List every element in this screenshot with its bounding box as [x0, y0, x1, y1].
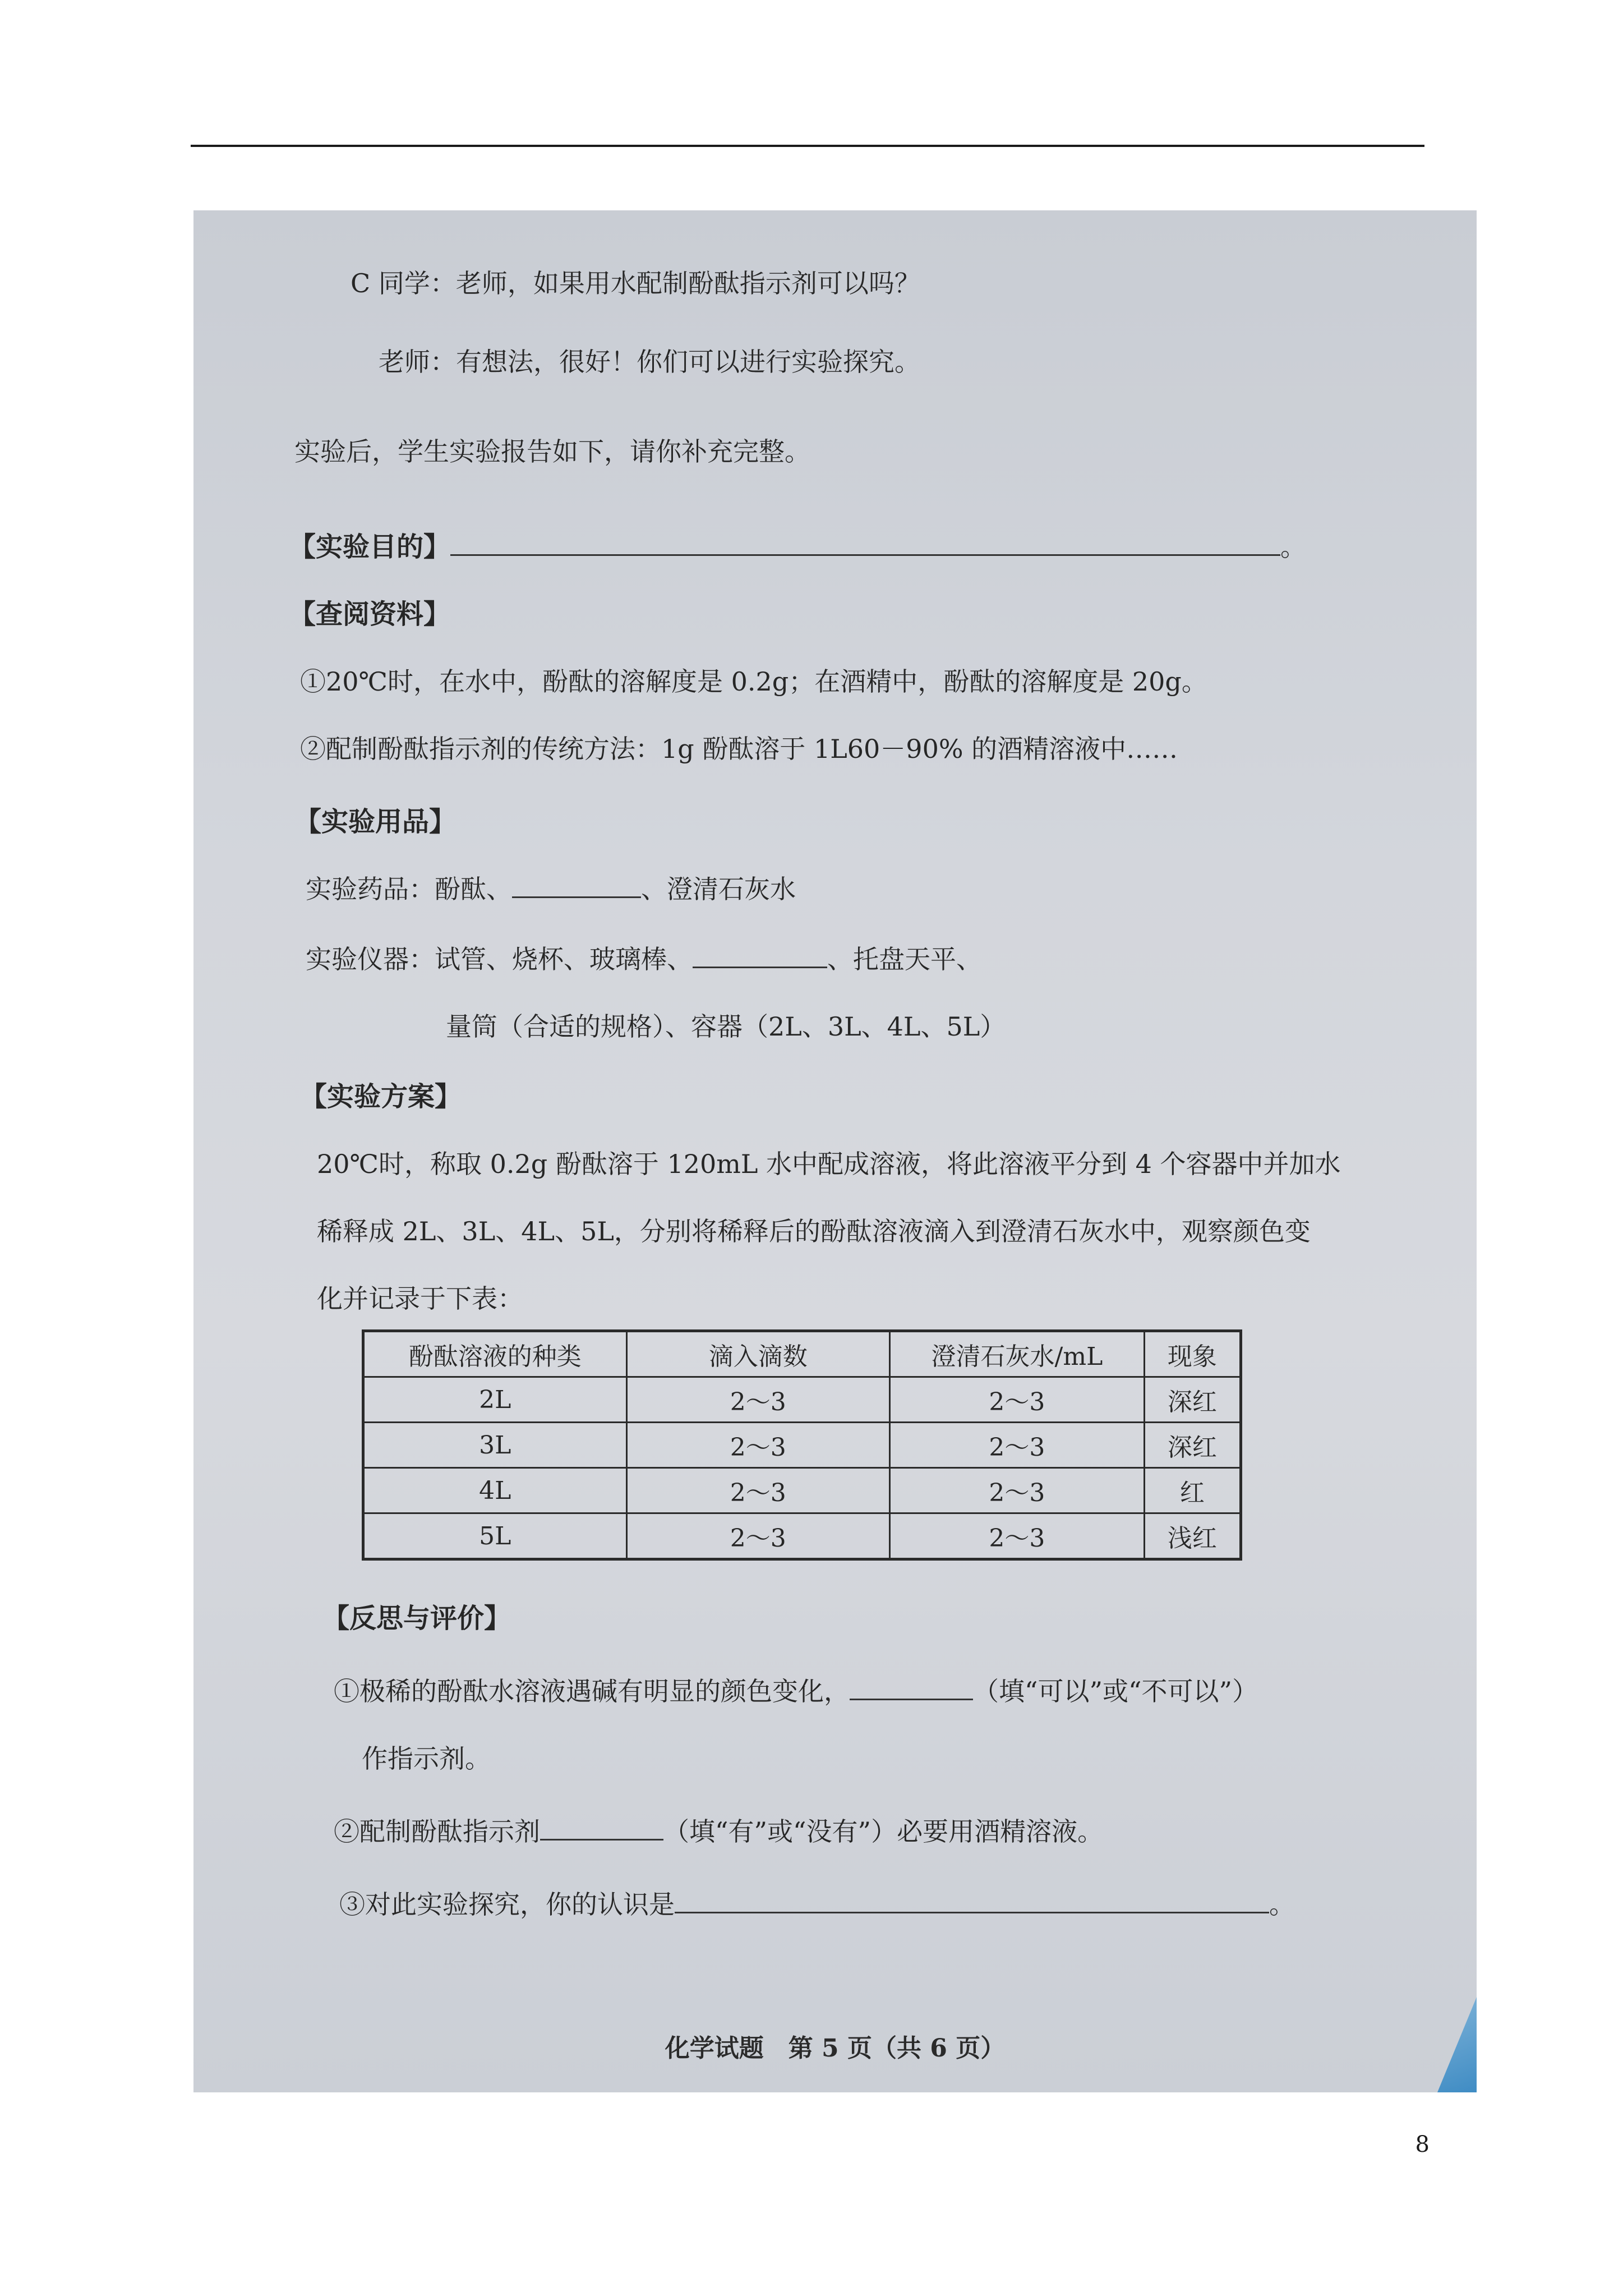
instruments-suffix: 、托盘天平、	[827, 944, 982, 974]
q1-blank[interactable]	[850, 1676, 973, 1700]
drugs-blank[interactable]	[512, 874, 641, 898]
table-row	[363, 1468, 1241, 1513]
table-row	[363, 1423, 1241, 1468]
exam-footer: 化学试题 第 5 页（共 6 页）	[665, 2034, 1006, 2063]
cell-drops: 2～3	[626, 1468, 890, 1513]
cell-drops: 2～3	[626, 1377, 890, 1423]
header-solution-type: 酚酞溶液的种类	[363, 1331, 627, 1377]
reflection-q1-line-2: 作指示剂。	[362, 1743, 491, 1774]
intro-text: 实验后，学生实验报告如下，请你补充完整。	[294, 436, 810, 467]
purpose-blank[interactable]	[450, 532, 1280, 556]
cell-solution: 2L	[363, 1377, 627, 1423]
cell-limewater: 2～3	[890, 1423, 1145, 1468]
table-header-row	[363, 1331, 1241, 1377]
dialogue-student-c: C 同学：老师，如果用水配制酚酞指示剂可以吗？	[351, 268, 920, 298]
cell-phenomenon: 深红	[1144, 1423, 1241, 1468]
q2-blank[interactable]	[540, 1816, 663, 1841]
materials-instruments-line-2: 量筒（合适的规格）、容器（2L、3L、4L、5L）	[446, 1011, 1006, 1042]
reflection-q2	[334, 1815, 1103, 1848]
results-table-wrap	[362, 1329, 1242, 1561]
q1-prefix: ①极稀的酚酞水溶液遇碱有明显的颜色变化，	[334, 1676, 850, 1706]
cell-limewater: 2～3	[890, 1468, 1145, 1513]
header-phenomenon: 现象	[1144, 1331, 1241, 1377]
materials-heading: 【实验用品】	[294, 806, 457, 838]
q2-prefix: ②配制酚酞指示剂	[334, 1816, 540, 1847]
header-limewater: 澄清石灰水/mL	[890, 1331, 1145, 1377]
drugs-suffix: 、澄清石灰水	[641, 874, 796, 904]
purpose-heading: 【实验目的】	[289, 531, 451, 563]
cell-solution: 4L	[363, 1468, 627, 1513]
cell-solution: 3L	[363, 1423, 627, 1468]
dialogue-teacher: 老师：有想法，很好！你们可以进行实验探究。	[379, 347, 920, 377]
instruments-blank[interactable]	[693, 944, 827, 968]
plan-line-3: 化并记录于下表：	[317, 1283, 523, 1314]
q3-blank[interactable]	[675, 1889, 1269, 1913]
reflection-q3	[339, 1888, 1295, 1921]
results-table	[362, 1329, 1242, 1561]
reference-item-2: ②配制酚酞指示剂的传统方法：1g 酚酞溶于 1L60－90% 的酒精溶液中……	[300, 734, 1178, 764]
plan-line-1: 20℃时，称取 0.2g 酚酞溶于 120mL 水中配成溶液，将此溶液平分到 4 个容器中并加水	[317, 1149, 1341, 1179]
cell-limewater: 2～3	[890, 1513, 1145, 1559]
cell-phenomenon: 红	[1144, 1468, 1241, 1513]
table-row	[363, 1377, 1241, 1423]
cell-phenomenon: 深红	[1144, 1377, 1241, 1423]
materials-instruments-line	[306, 942, 982, 976]
header-drops: 滴入滴数	[626, 1331, 890, 1377]
q2-suffix: （填“有”或“没有”）必要用酒精溶液。	[663, 1816, 1104, 1847]
cell-phenomenon: 浅红	[1144, 1513, 1241, 1559]
q3-end: 。	[1269, 1889, 1295, 1920]
header-rule	[191, 145, 1424, 147]
cell-solution: 5L	[363, 1513, 627, 1559]
page-number: 8	[1415, 2132, 1430, 2157]
plan-line-2: 稀释成 2L、3L、4L、5L，分别将稀释后的酚酞溶液滴入到澄清石灰水中，观察颜色变	[317, 1216, 1311, 1246]
instruments-prefix: 实验仪器：试管、烧杯、玻璃棒、	[306, 944, 693, 974]
q3-prefix: ③对此实验探究，你的认识是	[339, 1889, 675, 1920]
q1-suffix: （填“可以”或“不可以”）	[973, 1676, 1258, 1706]
purpose-line	[289, 530, 1306, 564]
reference-item-1: ①20℃时，在水中，酚酞的溶解度是 0.2g；在酒精中，酚酞的溶解度是 20g。	[300, 666, 1207, 697]
cell-drops: 2～3	[626, 1513, 890, 1559]
reflection-q1	[334, 1674, 1258, 1708]
table-row	[363, 1513, 1241, 1559]
reflection-heading: 【反思与评价】	[322, 1603, 511, 1634]
purpose-end: 。	[1280, 532, 1307, 562]
cell-limewater: 2～3	[890, 1377, 1145, 1423]
plan-heading: 【实验方案】	[300, 1081, 462, 1112]
cell-drops: 2～3	[626, 1423, 890, 1468]
materials-drugs-line	[306, 872, 796, 906]
drugs-prefix: 实验药品：酚酞、	[306, 874, 512, 904]
reference-heading: 【查阅资料】	[289, 599, 451, 630]
scanned-page-photo	[193, 210, 1477, 2092]
